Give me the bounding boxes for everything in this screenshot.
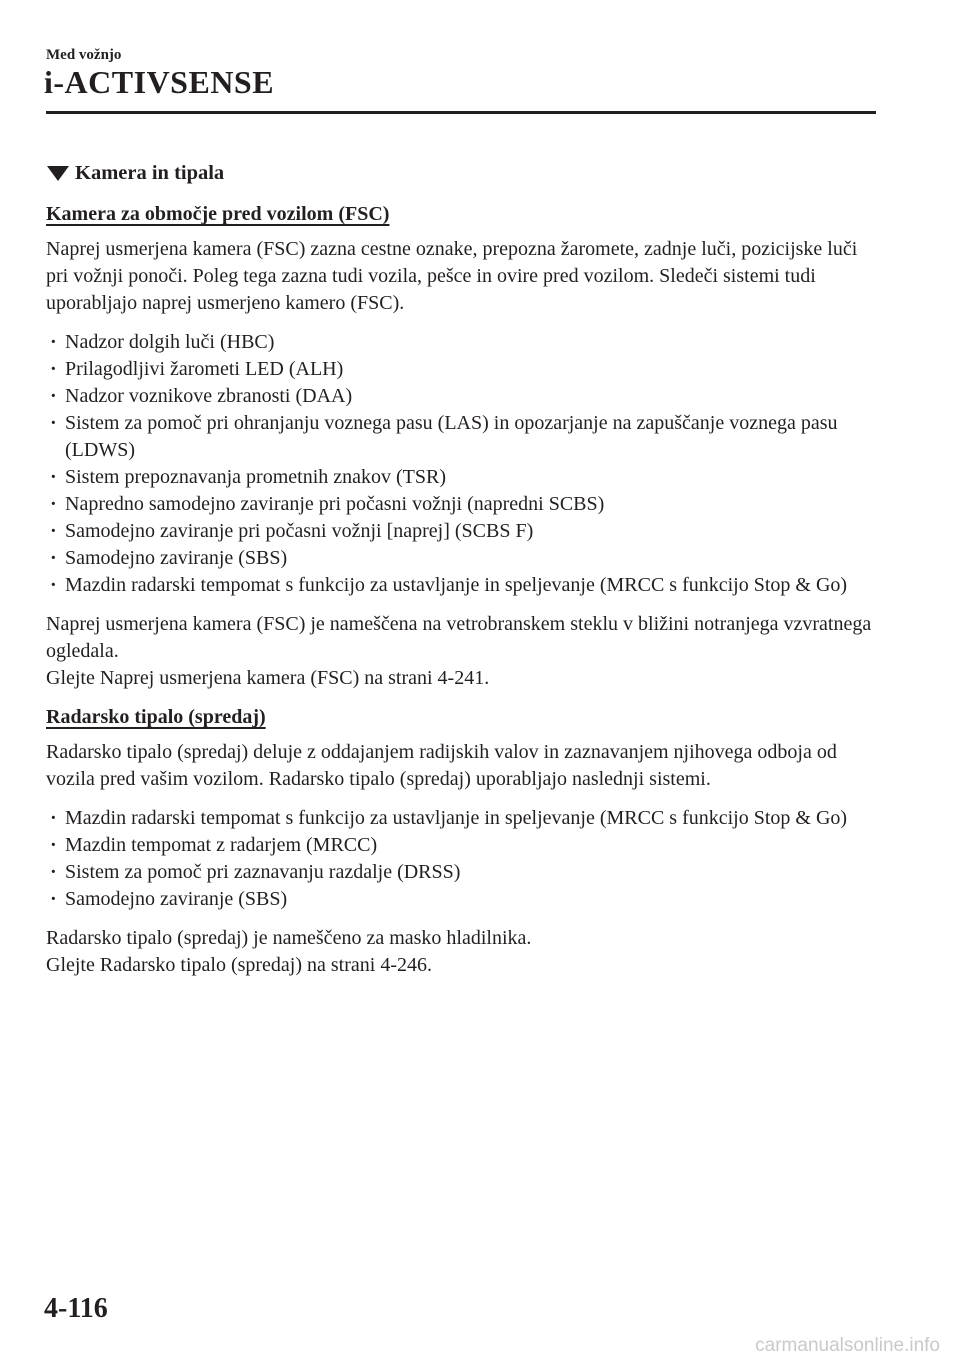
page-content	[46, 160, 876, 991]
radar-system-list	[46, 805, 876, 913]
fsc-system-list	[46, 329, 876, 599]
triangle-down-icon	[47, 166, 69, 181]
fsc-intro: Naprej usmerjena kamera (FSC) zazna cestne oznake, prepozna žaromete, zadnje luči, pozicijske luči pri vožnji ponoči. Poleg tega zazna tudi vozila, pešce in ovire pred vozilom. Sledeči sistemi tudi uporabljajo naprej usmerjeno kamero (FSC).	[46, 238, 858, 314]
list-item: · Mazdin tempomat z radarjem (MRCC)	[46, 832, 876, 859]
list-item: · Samodejno zaviranje pri počasni vožnji [naprej] (SCBS F)	[46, 518, 876, 545]
section-title: i-ACTIVSENSE	[44, 64, 275, 100]
list-item: · Nadzor dolgih luči (HBC)	[46, 329, 876, 356]
page-number: 4-116	[44, 1293, 108, 1324]
radar-location-paragraph	[46, 925, 876, 979]
subheading-text: Kamera in tipala	[75, 162, 225, 184]
list-item: · Mazdin radarski tempomat s funkcijo za ustavljanje in speljevanje (MRCC s funkcijo Stop & Go)	[46, 572, 876, 599]
fsc-reference: Glejte Naprej usmerjena kamera (FSC) na strani 4-241.	[46, 667, 490, 689]
list-item: · Prilagodljivi žarometi LED (ALH)	[46, 356, 876, 383]
list-item: · Napredno samodejno zaviranje pri počasni vožnji (napredni SCBS)	[46, 491, 876, 518]
radar-location: Radarsko tipalo (spredaj) je nameščeno za masko hladilnika.	[46, 927, 532, 949]
list-item: · Mazdin radarski tempomat s funkcijo za ustavljanje in speljevanje (MRCC s funkcijo Stop & Go)	[46, 805, 876, 832]
list-item: · Nadzor voznikove zbranosti (DAA)	[46, 383, 876, 410]
fsc-title: Kamera za območje pred vozilom (FSC)	[46, 203, 390, 225]
list-item: · Samodejno zaviranje (SBS)	[46, 886, 876, 913]
radar-intro: Radarsko tipalo (spredaj) deluje z oddajanjem radijskih valov in zaznavanjem njihovega odboja od vozila pred vašim vozilom. Radarsko tipalo (spredaj) uporabljajo naslednji sistemi.	[46, 741, 837, 790]
radar-title: Radarsko tipalo (spredaj)	[46, 706, 266, 728]
list-item: · Sistem za pomoč pri zaznavanju razdalje (DRSS)	[46, 859, 876, 886]
subheading	[46, 160, 876, 187]
fsc-location-paragraph	[46, 611, 876, 692]
header-divider	[46, 111, 876, 114]
chapter-label: Med vožnjo	[46, 47, 122, 63]
list-item: · Sistem za pomoč pri ohranjanju voznega pasu (LAS) in opozarjanje na zapuščanje voznega pasu (LDWS)	[46, 410, 876, 464]
list-item: · Samodejno zaviranje (SBS)	[46, 545, 876, 572]
fsc-location: Naprej usmerjena kamera (FSC) je nameščena na vetrobranskem steklu v bližini notranjega vzvratnega ogledala.	[46, 613, 872, 662]
radar-reference: Glejte Radarsko tipalo (spredaj) na strani 4-246.	[46, 954, 432, 976]
list-item: · Sistem prepoznavanja prometnih znakov (TSR)	[46, 464, 876, 491]
watermark: carmanualsonline.info	[755, 1335, 940, 1356]
